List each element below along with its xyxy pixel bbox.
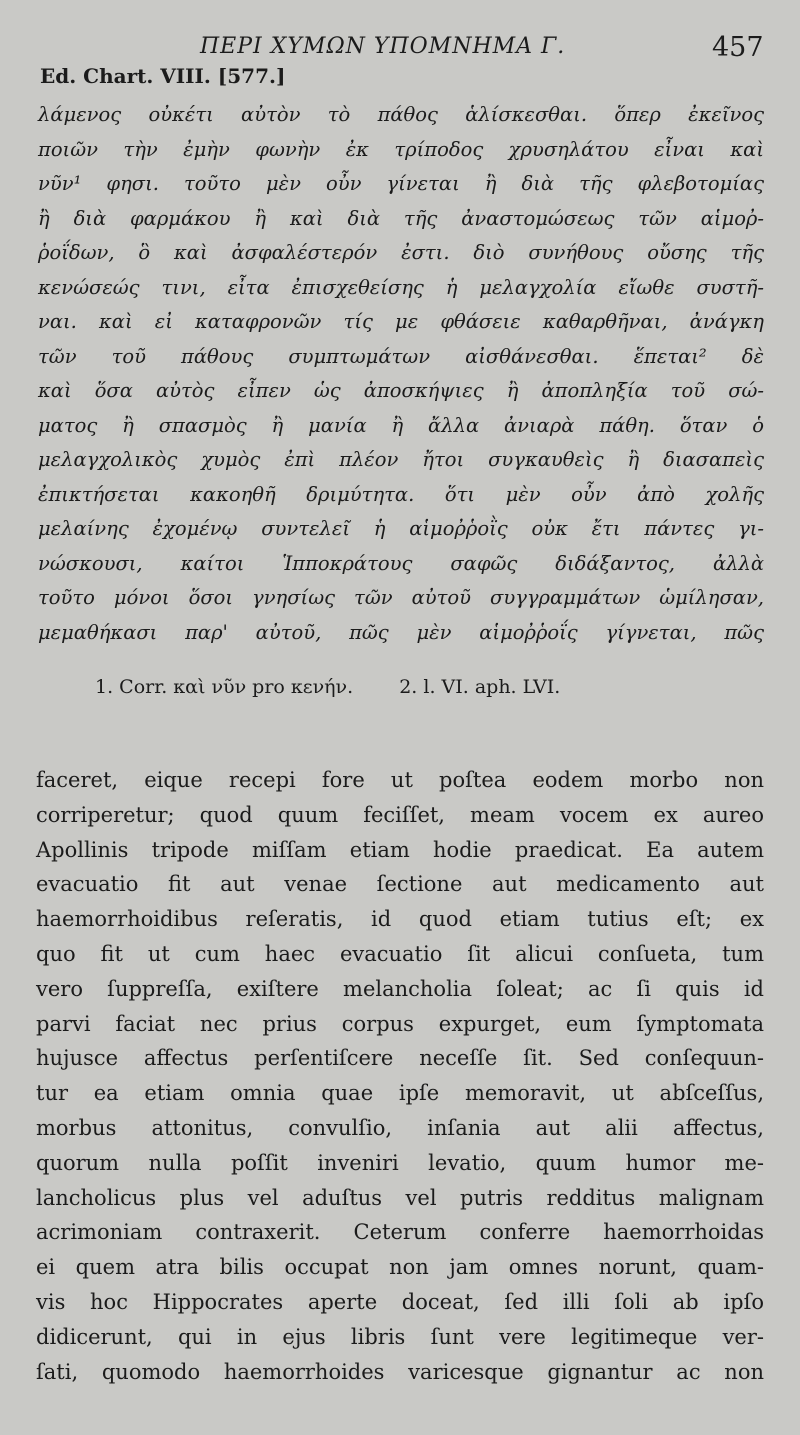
latin-line: didicerunt, qui in ejus libris ſunt vere legitimeque ver-: [36, 1324, 764, 1349]
greek-line: ἢ διὰ φαρμάκου ἢ καὶ διὰ τῆς ἀναστομώσεως τῶν αἱμοῤ-: [38, 206, 764, 230]
footnote-1: 1. Corr. καὶ νῦν pro κενήν.: [95, 676, 354, 698]
running-title: ΠΕΡΙ ΧΥΜΩΝ ΥΠΟΜΝΗΜΑ Γ.: [200, 34, 566, 59]
greek-line: μελαγχολικὸς χυμὸς ἐπὶ πλέον ἤτοι συγκαυθεὶς ἢ διασαπεὶς: [38, 448, 764, 471]
edition-reference: Ed. Chart. VIII. [577.]: [40, 64, 286, 88]
latin-line: Apollinis tripode miſſam etiam hodie praedicat. Ea autem: [36, 837, 764, 862]
greek-line: ἐπικτήσεται κακοηθῆ δριμύτητα. ὅτι μὲν οὖν ἀπὸ χολῆς: [38, 482, 764, 506]
page-number: 457: [712, 32, 764, 63]
latin-line: morbus attonitus, convulſio, inſania aut alii affectus,: [36, 1115, 764, 1140]
greek-line: μελαίνης ἐχομένῳ συντελεῖ ἡ αἱμοῤῥοῒς οὐκ ἔτι πάντες γι-: [38, 517, 764, 540]
greek-line: νώσκουσι, καίτοι Ἱπποκράτους σαφῶς διδάξαντος, ἀλλὰ: [38, 551, 764, 575]
greek-line: καὶ ὅσα αὐτὸς εἶπεν ὡς ἀποσκήψιες ἢ ἀποπληξία τοῦ σώ-: [38, 379, 764, 402]
greek-line: κενώσεώς τινι, εἶτα ἐπισχεθείσης ἡ μελαγχολία εἴωθε συστῆ-: [38, 275, 764, 299]
latin-line: corriperetur; quod quum feciſſet, meam vocem ex aureo: [36, 802, 764, 827]
latin-line: quorum nulla poſſit inveniri levatio, quum humor me-: [36, 1150, 764, 1175]
latin-text-block: [36, 763, 764, 1389]
latin-line: ſati, quomodo haemorrhoides varicesque gignantur ac non: [36, 1359, 764, 1384]
latin-line: vero ſuppreſſa, exiſtere melancholia ſoleat; ac ſi quis id: [36, 976, 764, 1001]
latin-line: vis hoc Hippocrates aperte doceat, ſed illi ſoli ab ipſo: [36, 1289, 764, 1314]
latin-line: acrimoniam contraxerit. Ceterum conferre haemorrhoidas: [36, 1220, 764, 1245]
latin-line: parvi faciat nec prius corpus expurget, eum ſymptomata: [36, 1011, 764, 1036]
latin-line: evacuatio fit aut venae ſectione aut medicamento aut: [36, 872, 764, 897]
footnote-2: 2. l. VI. aph. LVI.: [399, 676, 561, 698]
greek-line: ναι. καὶ εἰ καταφρονῶν τίς με φθάσειε καθαρθῆναι, ἀνάγκη: [38, 310, 764, 333]
latin-line: quo fit ut cum haec evacuatio ſit alicui conſueta, tum: [36, 941, 764, 966]
greek-line: ῥοΐδων, ὃ καὶ ἀσφαλέστερόν ἐστι. διὸ συνήθους οὔσης τῆς: [38, 241, 764, 264]
greek-line: τοῦτο μόνοι ὅσοι γνησίως τῶν αὐτοῦ συγγραμμάτων ὡμίλησαν,: [38, 586, 764, 609]
greek-line: τῶν τοῦ πάθους συμπτωμάτων αἰσθάνεσθαι. ἕπεται² δὲ: [38, 344, 764, 368]
latin-line: faceret, eique recepi fore ut poſtea eodem morbo non: [36, 768, 764, 792]
greek-line: μεμαθήκασι παρ' αὐτοῦ, πῶς μὲν αἱμοῤῥοΐς γίγνεται, πῶς: [38, 620, 764, 644]
footnotes: [95, 676, 695, 698]
greek-line: νῦν¹ φησι. τοῦτο μὲν οὖν γίνεται ἢ διὰ τῆς φλεβοτομίας: [38, 172, 764, 195]
running-head: [0, 28, 800, 68]
greek-line: ποιῶν τὴν ἐμὴν φωνὴν ἐκ τρίποδος χρυσηλάτου εἶναι καὶ: [38, 137, 764, 161]
greek-line: ματος ἢ σπασμὸς ἢ μανία ἢ ἄλλα ἀνιαρὰ πάθη. ὅταν ὁ: [38, 413, 764, 437]
latin-line: lancholicus plus vel aduſtus vel putris redditus malignam: [36, 1185, 764, 1210]
latin-line: haemorrhoidibus reſeratis, id quod etiam tutius eſt; ex: [36, 907, 764, 932]
latin-line: hujusce affectus perſentiſcere neceſſe ſit. Sed conſequun-: [36, 1046, 764, 1071]
greek-line: λάμενος οὐκέτι αὐτὸν τὸ πάθος ἁλίσκεσθαι. ὅπερ ἐκεῖνος: [38, 103, 764, 126]
greek-text-block: [38, 98, 764, 650]
latin-line: ei quem atra bilis occupat non jam omnes norunt, quam-: [36, 1255, 764, 1280]
latin-line: tur ea etiam omnia quae ipſe memoravit, ut abſceſſus,: [36, 1081, 764, 1106]
